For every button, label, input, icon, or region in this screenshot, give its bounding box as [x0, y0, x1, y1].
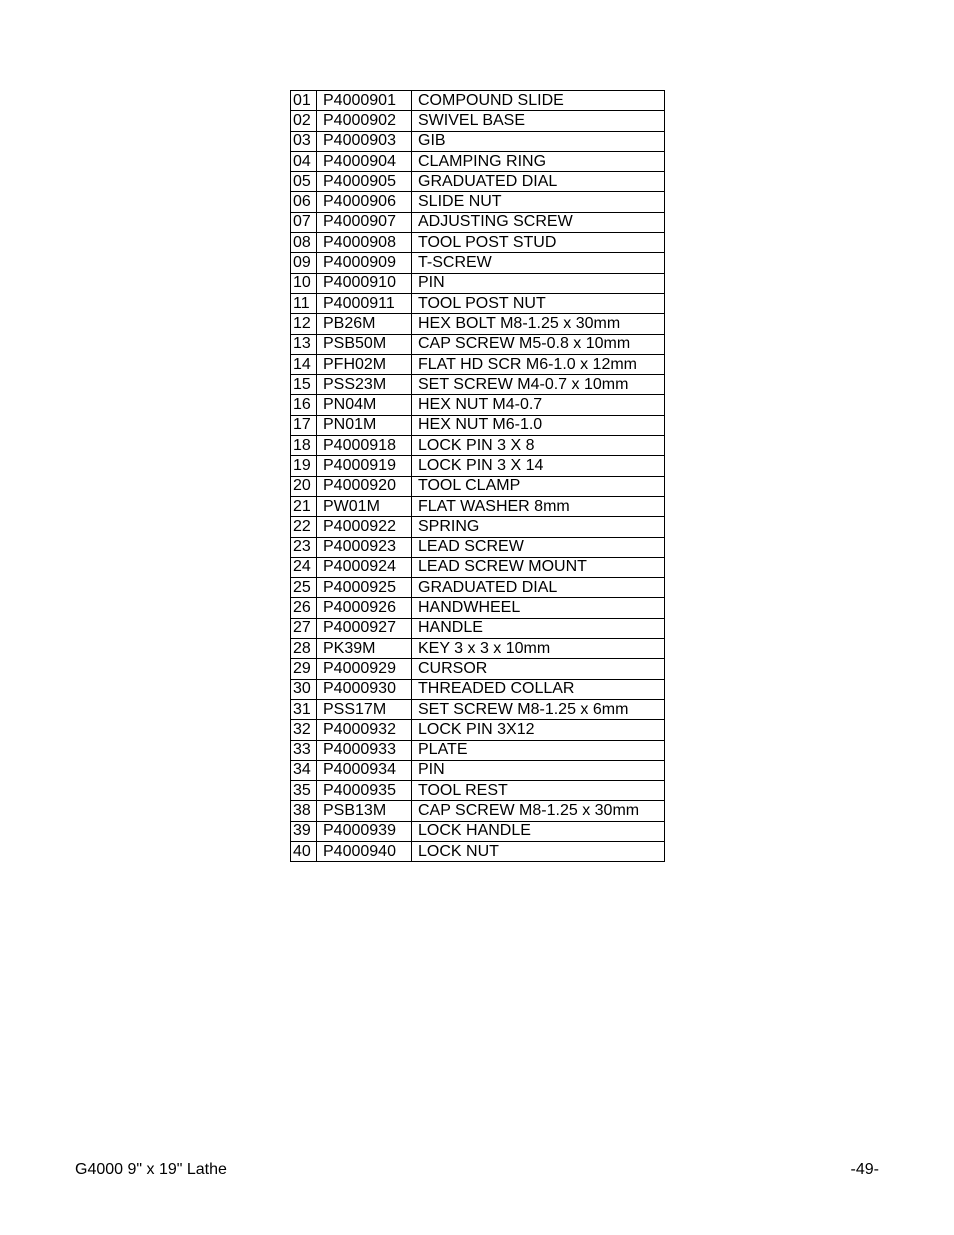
- table-row: [291, 415, 665, 435]
- ref-number: 09: [291, 253, 317, 273]
- table-row: [291, 253, 665, 273]
- table-row: [291, 496, 665, 516]
- part-number: P4000929: [317, 659, 412, 679]
- part-number: PB26M: [317, 314, 412, 334]
- part-number: P4000923: [317, 537, 412, 557]
- ref-number: 32: [291, 720, 317, 740]
- table-row: [291, 781, 665, 801]
- part-description: PIN: [412, 273, 665, 293]
- ref-number: 31: [291, 699, 317, 719]
- part-description: LOCK HANDLE: [412, 821, 665, 841]
- table-row: [291, 639, 665, 659]
- part-description: THREADED COLLAR: [412, 679, 665, 699]
- ref-number: 29: [291, 659, 317, 679]
- part-number: P4000908: [317, 233, 412, 253]
- ref-number: 19: [291, 456, 317, 476]
- table-row: [291, 314, 665, 334]
- ref-number: 07: [291, 212, 317, 232]
- table-row: [291, 212, 665, 232]
- part-number: P4000939: [317, 821, 412, 841]
- part-number: P4000910: [317, 273, 412, 293]
- ref-number: 16: [291, 395, 317, 415]
- part-number: P4000903: [317, 131, 412, 151]
- ref-number: 04: [291, 151, 317, 171]
- part-description: SLIDE NUT: [412, 192, 665, 212]
- ref-number: 12: [291, 314, 317, 334]
- part-description: TOOL POST NUT: [412, 293, 665, 313]
- table-row: [291, 720, 665, 740]
- part-number: P4000905: [317, 172, 412, 192]
- part-number: P4000934: [317, 760, 412, 780]
- ref-number: 27: [291, 618, 317, 638]
- part-description: LOCK PIN 3X12: [412, 720, 665, 740]
- ref-number: 26: [291, 598, 317, 618]
- ref-number: 08: [291, 233, 317, 253]
- part-number: P4000935: [317, 781, 412, 801]
- part-description: T-SCREW: [412, 253, 665, 273]
- table-row: [291, 740, 665, 760]
- table-row: [291, 598, 665, 618]
- table-row: [291, 131, 665, 151]
- part-number: P4000927: [317, 618, 412, 638]
- part-number: PSS17M: [317, 699, 412, 719]
- part-description: CURSOR: [412, 659, 665, 679]
- part-description: LOCK NUT: [412, 841, 665, 861]
- part-description: HANDLE: [412, 618, 665, 638]
- part-description: GRADUATED DIAL: [412, 172, 665, 192]
- part-description: KEY 3 x 3 x 10mm: [412, 639, 665, 659]
- part-description: GRADUATED DIAL: [412, 578, 665, 598]
- table-row: [291, 151, 665, 171]
- table-row: [291, 456, 665, 476]
- ref-number: 35: [291, 781, 317, 801]
- table-row: [291, 273, 665, 293]
- part-number: P4000933: [317, 740, 412, 760]
- part-number: PSB13M: [317, 801, 412, 821]
- table-row: [291, 578, 665, 598]
- table-row: [291, 557, 665, 577]
- ref-number: 14: [291, 354, 317, 374]
- part-number: P4000932: [317, 720, 412, 740]
- part-description: CAP SCREW M8-1.25 x 30mm: [412, 801, 665, 821]
- table-row: [291, 172, 665, 192]
- part-description: FLAT HD SCR M6-1.0 x 12mm: [412, 354, 665, 374]
- part-number: P4000906: [317, 192, 412, 212]
- part-description: SWIVEL BASE: [412, 111, 665, 131]
- ref-number: 17: [291, 415, 317, 435]
- parts-list-table: [290, 90, 665, 862]
- ref-number: 13: [291, 334, 317, 354]
- table-row: [291, 375, 665, 395]
- ref-number: 15: [291, 375, 317, 395]
- part-description: LEAD SCREW MOUNT: [412, 557, 665, 577]
- part-description: PLATE: [412, 740, 665, 760]
- part-number: P4000922: [317, 517, 412, 537]
- ref-number: 34: [291, 760, 317, 780]
- part-number: PK39M: [317, 639, 412, 659]
- part-number: P4000924: [317, 557, 412, 577]
- table-row: [291, 192, 665, 212]
- table-row: [291, 233, 665, 253]
- part-number: PFH02M: [317, 354, 412, 374]
- ref-number: 23: [291, 537, 317, 557]
- part-description: COMPOUND SLIDE: [412, 91, 665, 111]
- part-number: PW01M: [317, 496, 412, 516]
- part-number: P4000907: [317, 212, 412, 232]
- part-description: SET SCREW M8-1.25 x 6mm: [412, 699, 665, 719]
- table-row: [291, 111, 665, 131]
- part-number: P4000911: [317, 293, 412, 313]
- table-row: [291, 801, 665, 821]
- ref-number: 06: [291, 192, 317, 212]
- part-number: P4000919: [317, 456, 412, 476]
- table-row: [291, 436, 665, 456]
- part-number: P4000902: [317, 111, 412, 131]
- table-row: [291, 618, 665, 638]
- part-number: P4000901: [317, 91, 412, 111]
- table-row: [291, 699, 665, 719]
- part-number: P4000909: [317, 253, 412, 273]
- ref-number: 33: [291, 740, 317, 760]
- ref-number: 05: [291, 172, 317, 192]
- part-description: TOOL POST STUD: [412, 233, 665, 253]
- part-description: HANDWHEEL: [412, 598, 665, 618]
- part-number: P4000920: [317, 476, 412, 496]
- table-row: [291, 760, 665, 780]
- part-number: P4000930: [317, 679, 412, 699]
- table-row: [291, 537, 665, 557]
- ref-number: 40: [291, 841, 317, 861]
- ref-number: 10: [291, 273, 317, 293]
- ref-number: 21: [291, 496, 317, 516]
- footer-page-number: -49-: [850, 1161, 879, 1178]
- part-description: FLAT WASHER 8mm: [412, 496, 665, 516]
- ref-number: 28: [291, 639, 317, 659]
- part-description: LOCK PIN 3 X 14: [412, 456, 665, 476]
- part-number: PN04M: [317, 395, 412, 415]
- part-description: CAP SCREW M5-0.8 x 10mm: [412, 334, 665, 354]
- part-description: HEX BOLT M8-1.25 x 30mm: [412, 314, 665, 334]
- part-description: TOOL REST: [412, 781, 665, 801]
- part-description: PIN: [412, 760, 665, 780]
- ref-number: 18: [291, 436, 317, 456]
- part-description: SET SCREW M4-0.7 x 10mm: [412, 375, 665, 395]
- table-row: [291, 476, 665, 496]
- table-row: [291, 395, 665, 415]
- ref-number: 38: [291, 801, 317, 821]
- part-description: CLAMPING RING: [412, 151, 665, 171]
- part-number: P4000918: [317, 436, 412, 456]
- parts-list-body: [291, 91, 665, 862]
- part-description: LEAD SCREW: [412, 537, 665, 557]
- ref-number: 25: [291, 578, 317, 598]
- ref-number: 03: [291, 131, 317, 151]
- table-row: [291, 659, 665, 679]
- ref-number: 22: [291, 517, 317, 537]
- table-row: [291, 334, 665, 354]
- part-description: ADJUSTING SCREW: [412, 212, 665, 232]
- part-description: SPRING: [412, 517, 665, 537]
- ref-number: 02: [291, 111, 317, 131]
- part-description: GIB: [412, 131, 665, 151]
- part-number: PSS23M: [317, 375, 412, 395]
- ref-number: 24: [291, 557, 317, 577]
- footer-manual-title: G4000 9" x 19" Lathe: [75, 1161, 227, 1178]
- part-description: HEX NUT M4-0.7: [412, 395, 665, 415]
- part-description: LOCK PIN 3 X 8: [412, 436, 665, 456]
- ref-number: 11: [291, 293, 317, 313]
- ref-number: 39: [291, 821, 317, 841]
- part-description: HEX NUT M6-1.0: [412, 415, 665, 435]
- table-row: [291, 293, 665, 313]
- part-description: TOOL CLAMP: [412, 476, 665, 496]
- part-number: PSB50M: [317, 334, 412, 354]
- part-number: PN01M: [317, 415, 412, 435]
- part-number: P4000904: [317, 151, 412, 171]
- table-row: [291, 821, 665, 841]
- part-number: P4000940: [317, 841, 412, 861]
- ref-number: 20: [291, 476, 317, 496]
- table-row: [291, 517, 665, 537]
- part-number: P4000926: [317, 598, 412, 618]
- ref-number: 30: [291, 679, 317, 699]
- table-row: [291, 841, 665, 861]
- table-row: [291, 679, 665, 699]
- ref-number: 01: [291, 91, 317, 111]
- table-row: [291, 354, 665, 374]
- table-row: [291, 91, 665, 111]
- part-number: P4000925: [317, 578, 412, 598]
